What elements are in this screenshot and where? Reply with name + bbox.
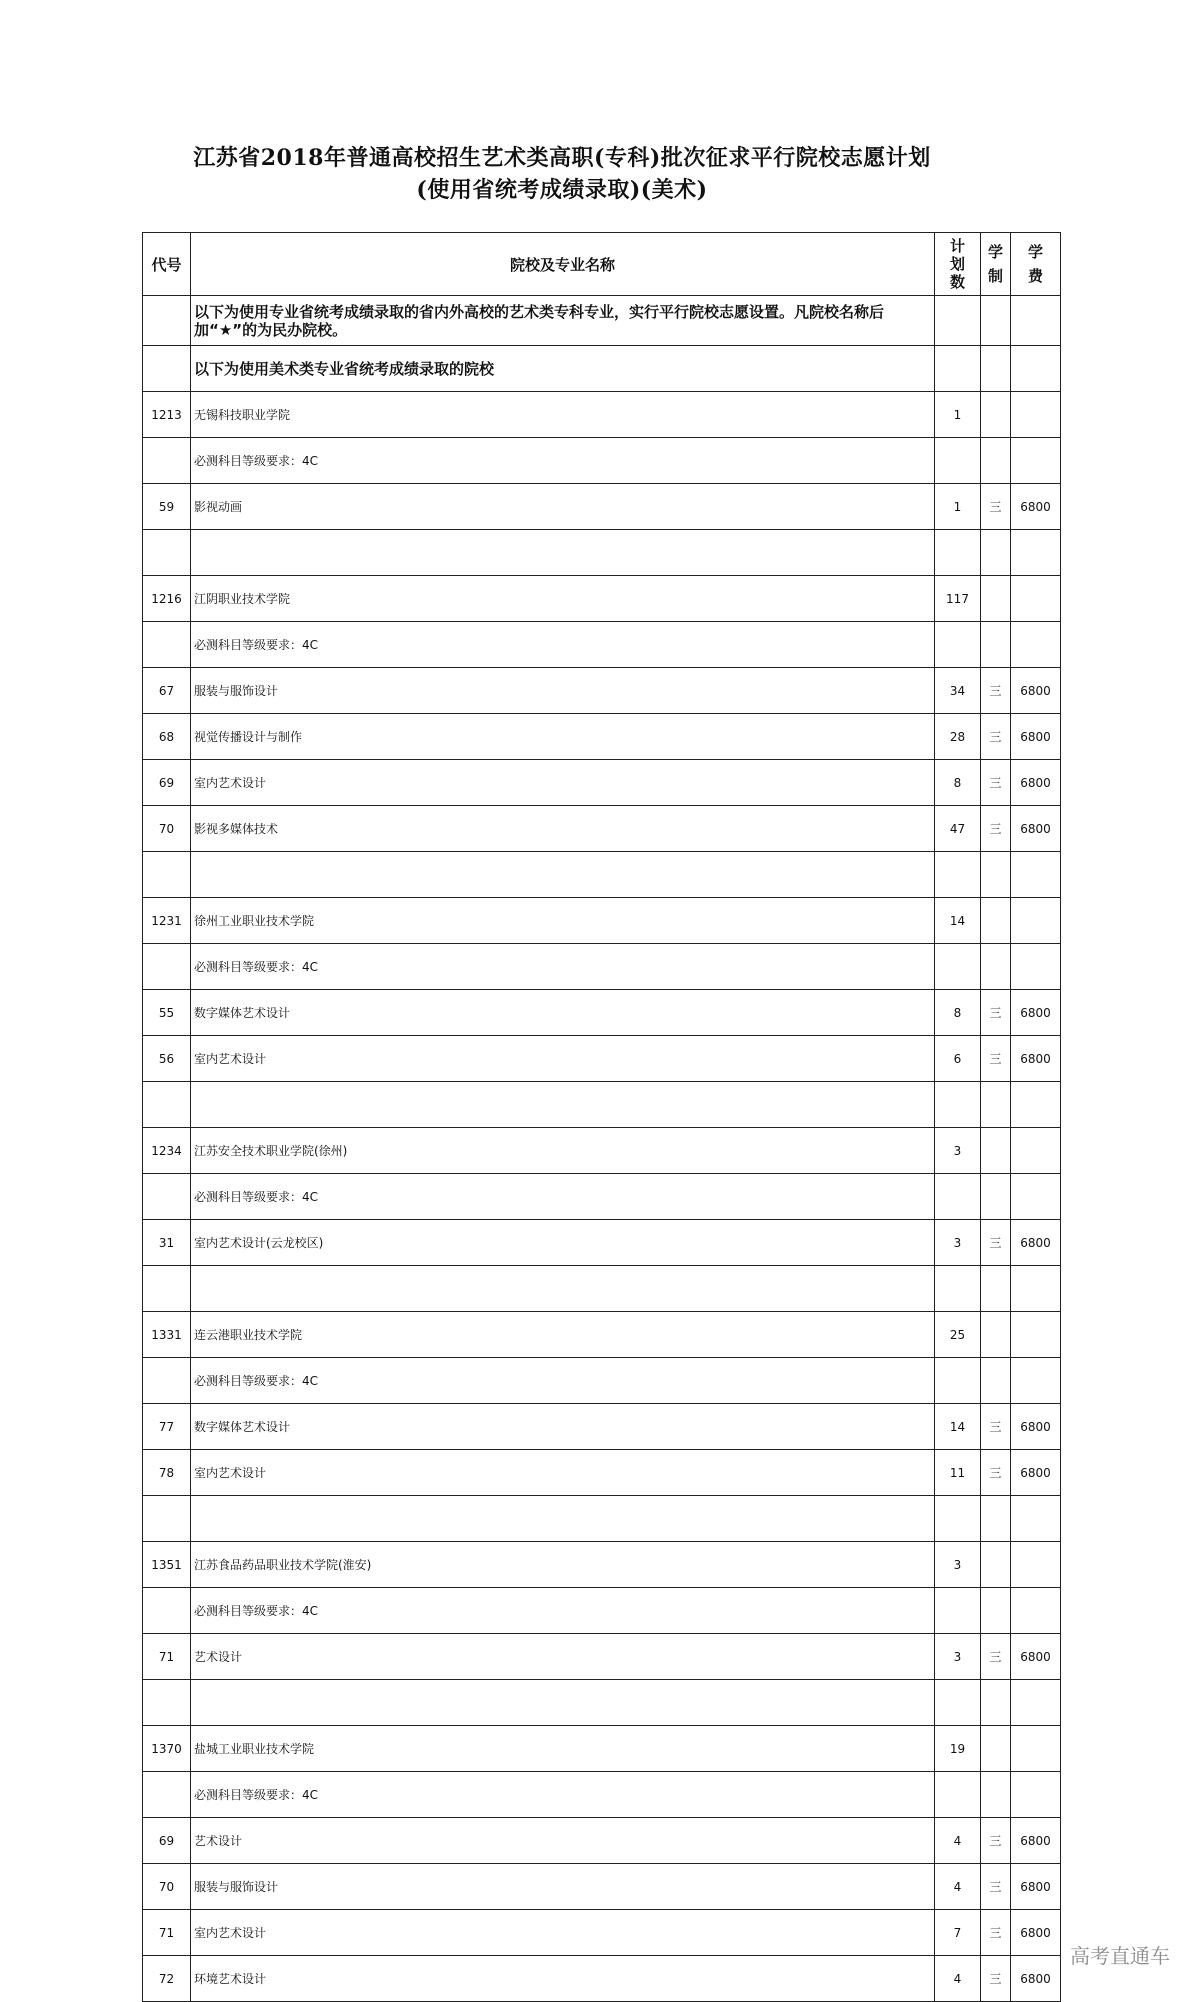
title-line-2: (使用省统考成绩录取)(美术) — [416, 177, 708, 203]
row-code — [143, 1358, 191, 1404]
row-name: 数字媒体艺术设计 — [191, 990, 935, 1036]
row-plan-count: 3 — [935, 1128, 981, 1174]
row-duration — [981, 1772, 1011, 1818]
row-name: 必测科目等级要求：4C — [191, 1588, 935, 1634]
row-fee: 6800 — [1011, 806, 1061, 852]
note-row — [143, 296, 1061, 346]
row-code: 71 — [143, 1634, 191, 1680]
row-fee: 6800 — [1011, 1956, 1061, 2002]
row-duration: 三 — [981, 484, 1011, 530]
row-name: 必测科目等级要求：4C — [191, 944, 935, 990]
row-plan-count: 8 — [935, 760, 981, 806]
row-plan-count: 14 — [935, 898, 981, 944]
table-row — [143, 1358, 1061, 1404]
table-row — [143, 944, 1061, 990]
table-row — [143, 1496, 1061, 1542]
row-plan-count: 11 — [935, 1450, 981, 1496]
row-duration: 三 — [981, 1956, 1011, 2002]
row-name: 连云港职业技术学院 — [191, 1312, 935, 1358]
row-name: 室内艺术设计 — [191, 1450, 935, 1496]
row-plan-count — [935, 438, 981, 484]
row-name: 盐城工业职业技术学院 — [191, 1726, 935, 1772]
row-code — [143, 622, 191, 668]
row-name: 必测科目等级要求：4C — [191, 622, 935, 668]
section-title: 以下为使用美术类专业省统考成绩录取的院校 — [191, 346, 935, 392]
row-code: 59 — [143, 484, 191, 530]
row-plan-count — [935, 530, 981, 576]
section-row — [143, 346, 1061, 392]
row-code: 70 — [143, 1864, 191, 1910]
watermark: 高考直通车 — [1070, 1944, 1170, 1968]
row-code — [143, 1588, 191, 1634]
row-code: 1213 — [143, 392, 191, 438]
row-duration — [981, 1680, 1011, 1726]
row-plan-count — [935, 1082, 981, 1128]
table-row — [143, 1266, 1061, 1312]
table-row — [143, 1220, 1061, 1266]
row-plan-count — [935, 1680, 981, 1726]
row-plan-count: 3 — [935, 1634, 981, 1680]
row-fee — [1011, 530, 1061, 576]
row-duration — [981, 1588, 1011, 1634]
row-fee — [1011, 852, 1061, 898]
row-plan-count — [935, 1588, 981, 1634]
table-row — [143, 1128, 1061, 1174]
header-code: 代号 — [143, 233, 191, 296]
table-row — [143, 1956, 1061, 2002]
row-code — [143, 1496, 191, 1542]
row-code: 56 — [143, 1036, 191, 1082]
row-fee — [1011, 1726, 1061, 1772]
row-fee: 6800 — [1011, 668, 1061, 714]
row-code — [143, 1680, 191, 1726]
row-duration — [981, 576, 1011, 622]
row-duration — [981, 898, 1011, 944]
row-name — [191, 1496, 935, 1542]
row-fee — [1011, 1496, 1061, 1542]
table-row — [143, 714, 1061, 760]
row-plan-count: 34 — [935, 668, 981, 714]
row-name: 艺术设计 — [191, 1634, 935, 1680]
row-name: 无锡科技职业学院 — [191, 392, 935, 438]
row-duration — [981, 1496, 1011, 1542]
title-line-1: 江苏省2018年普通高校招生艺术类高职(专科)批次征求平行院校志愿计划 — [193, 145, 931, 171]
row-name — [191, 852, 935, 898]
row-code: 1234 — [143, 1128, 191, 1174]
row-code — [143, 1174, 191, 1220]
row-plan-count — [935, 852, 981, 898]
table-row — [143, 392, 1061, 438]
row-code: 71 — [143, 1910, 191, 1956]
note-text: 以下为使用专业省统考成绩录取的省内外高校的艺术类专科专业，实行平行院校志愿设置。凡院校名称后加“★”的为民办院校。 — [191, 296, 935, 346]
row-duration — [981, 1082, 1011, 1128]
row-fee — [1011, 1588, 1061, 1634]
row-fee: 6800 — [1011, 760, 1061, 806]
table-row — [143, 1450, 1061, 1496]
row-fee: 6800 — [1011, 1450, 1061, 1496]
row-duration — [981, 1128, 1011, 1174]
row-plan-count: 28 — [935, 714, 981, 760]
row-duration: 三 — [981, 1634, 1011, 1680]
row-code: 69 — [143, 760, 191, 806]
row-code — [143, 1772, 191, 1818]
table-row — [143, 1542, 1061, 1588]
row-duration: 三 — [981, 760, 1011, 806]
row-code: 69 — [143, 1818, 191, 1864]
table-row — [143, 1174, 1061, 1220]
row-plan-count: 25 — [935, 1312, 981, 1358]
table-row — [143, 852, 1061, 898]
row-duration: 三 — [981, 1864, 1011, 1910]
row-fee — [1011, 1266, 1061, 1312]
row-plan-count — [935, 1358, 981, 1404]
row-duration — [981, 1358, 1011, 1404]
row-name: 必测科目等级要求：4C — [191, 438, 935, 484]
row-duration: 三 — [981, 806, 1011, 852]
row-plan-count: 1 — [935, 392, 981, 438]
row-name — [191, 530, 935, 576]
table-header-row — [143, 233, 1061, 296]
row-plan-count: 7 — [935, 1910, 981, 1956]
row-name — [191, 1266, 935, 1312]
row-duration — [981, 1266, 1011, 1312]
table-row — [143, 1082, 1061, 1128]
row-name: 必测科目等级要求：4C — [191, 1174, 935, 1220]
table-row — [143, 1404, 1061, 1450]
row-code: 70 — [143, 806, 191, 852]
row-fee — [1011, 392, 1061, 438]
header-duration: 学 制 — [981, 233, 1011, 296]
row-code: 1231 — [143, 898, 191, 944]
row-code: 1351 — [143, 1542, 191, 1588]
row-name: 室内艺术设计(云龙校区) — [191, 1220, 935, 1266]
row-fee — [1011, 1082, 1061, 1128]
row-fee — [1011, 576, 1061, 622]
row-duration — [981, 944, 1011, 990]
table-row — [143, 438, 1061, 484]
table-row — [143, 898, 1061, 944]
row-plan-count — [935, 622, 981, 668]
row-duration — [981, 1174, 1011, 1220]
row-duration: 三 — [981, 1818, 1011, 1864]
row-code — [143, 530, 191, 576]
row-plan-count: 8 — [935, 990, 981, 1036]
row-name: 江苏食品药品职业技术学院(淮安) — [191, 1542, 935, 1588]
table-row — [143, 760, 1061, 806]
row-plan-count — [935, 1174, 981, 1220]
row-duration: 三 — [981, 1910, 1011, 1956]
row-plan-count: 6 — [935, 1036, 981, 1082]
row-fee — [1011, 1542, 1061, 1588]
table-row — [143, 990, 1061, 1036]
row-duration — [981, 530, 1011, 576]
row-fee: 6800 — [1011, 1910, 1061, 1956]
row-duration: 三 — [981, 990, 1011, 1036]
row-fee: 6800 — [1011, 714, 1061, 760]
row-name: 江苏安全技术职业学院(徐州) — [191, 1128, 935, 1174]
row-name: 必测科目等级要求：4C — [191, 1772, 935, 1818]
table-row — [143, 1864, 1061, 1910]
row-code — [143, 1082, 191, 1128]
row-fee: 6800 — [1011, 1220, 1061, 1266]
row-code: 68 — [143, 714, 191, 760]
row-name: 影视多媒体技术 — [191, 806, 935, 852]
row-plan-count: 4 — [935, 1864, 981, 1910]
row-duration: 三 — [981, 668, 1011, 714]
row-plan-count: 3 — [935, 1542, 981, 1588]
table-row — [143, 1772, 1061, 1818]
row-duration — [981, 622, 1011, 668]
row-fee: 6800 — [1011, 484, 1061, 530]
row-duration: 三 — [981, 1450, 1011, 1496]
row-code: 72 — [143, 1956, 191, 2002]
row-name: 必测科目等级要求：4C — [191, 1358, 935, 1404]
row-duration: 三 — [981, 1220, 1011, 1266]
row-fee — [1011, 438, 1061, 484]
row-plan-count: 3 — [935, 1220, 981, 1266]
row-fee: 6800 — [1011, 1864, 1061, 1910]
row-name: 徐州工业职业技术学院 — [191, 898, 935, 944]
header-plan-count: 计 划 数 — [935, 233, 981, 296]
row-name: 室内艺术设计 — [191, 1036, 935, 1082]
row-name: 江阴职业技术学院 — [191, 576, 935, 622]
row-name: 室内艺术设计 — [191, 1910, 935, 1956]
row-duration — [981, 438, 1011, 484]
row-fee — [1011, 1312, 1061, 1358]
row-code — [143, 944, 191, 990]
row-plan-count: 19 — [935, 1726, 981, 1772]
row-fee: 6800 — [1011, 990, 1061, 1036]
row-duration: 三 — [981, 714, 1011, 760]
row-fee — [1011, 622, 1061, 668]
row-plan-count — [935, 1772, 981, 1818]
row-code — [143, 438, 191, 484]
row-duration — [981, 1312, 1011, 1358]
row-plan-count — [935, 1496, 981, 1542]
header-fee: 学 费 — [1011, 233, 1061, 296]
row-code: 1216 — [143, 576, 191, 622]
row-fee — [1011, 1358, 1061, 1404]
row-name: 室内艺术设计 — [191, 760, 935, 806]
row-code: 55 — [143, 990, 191, 1036]
table-row — [143, 576, 1061, 622]
row-plan-count: 4 — [935, 1956, 981, 2002]
row-fee: 6800 — [1011, 1818, 1061, 1864]
row-duration — [981, 1542, 1011, 1588]
table-row — [143, 1818, 1061, 1864]
table-row — [143, 530, 1061, 576]
row-code — [143, 1266, 191, 1312]
table-row — [143, 668, 1061, 714]
row-plan-count — [935, 1266, 981, 1312]
table-row — [143, 1910, 1061, 1956]
row-duration — [981, 1726, 1011, 1772]
table-row — [143, 484, 1061, 530]
row-name: 服装与服饰设计 — [191, 1864, 935, 1910]
row-name: 视觉传播设计与制作 — [191, 714, 935, 760]
row-code: 1370 — [143, 1726, 191, 1772]
row-code: 77 — [143, 1404, 191, 1450]
table-row — [143, 622, 1061, 668]
row-duration — [981, 852, 1011, 898]
table-row — [143, 806, 1061, 852]
row-code: 78 — [143, 1450, 191, 1496]
row-name: 环境艺术设计 — [191, 1956, 935, 2002]
row-fee — [1011, 898, 1061, 944]
row-plan-count: 4 — [935, 1818, 981, 1864]
row-name: 影视动画 — [191, 484, 935, 530]
row-duration: 三 — [981, 1404, 1011, 1450]
row-plan-count: 117 — [935, 576, 981, 622]
row-name: 服装与服饰设计 — [191, 668, 935, 714]
row-name: 数字媒体艺术设计 — [191, 1404, 935, 1450]
row-code: 1331 — [143, 1312, 191, 1358]
table-row — [143, 1312, 1061, 1358]
row-name — [191, 1082, 935, 1128]
row-fee: 6800 — [1011, 1404, 1061, 1450]
row-fee: 6800 — [1011, 1634, 1061, 1680]
table-row — [143, 1036, 1061, 1082]
table-row — [143, 1726, 1061, 1772]
document-title — [0, 142, 1124, 206]
table-row — [143, 1634, 1061, 1680]
row-duration — [981, 392, 1011, 438]
row-code — [143, 852, 191, 898]
row-plan-count: 47 — [935, 806, 981, 852]
row-name — [191, 1680, 935, 1726]
row-fee: 6800 — [1011, 1036, 1061, 1082]
table-row — [143, 1680, 1061, 1726]
row-code: 67 — [143, 668, 191, 714]
row-plan-count — [935, 944, 981, 990]
row-fee — [1011, 1680, 1061, 1726]
row-plan-count: 1 — [935, 484, 981, 530]
row-plan-count: 14 — [935, 1404, 981, 1450]
row-fee — [1011, 1174, 1061, 1220]
row-name: 艺术设计 — [191, 1818, 935, 1864]
row-code: 31 — [143, 1220, 191, 1266]
table-row — [143, 1588, 1061, 1634]
plan-table — [142, 232, 1061, 2002]
row-fee — [1011, 1128, 1061, 1174]
row-duration: 三 — [981, 1036, 1011, 1082]
header-name: 院校及专业名称 — [191, 233, 935, 296]
row-fee — [1011, 1772, 1061, 1818]
row-fee — [1011, 944, 1061, 990]
